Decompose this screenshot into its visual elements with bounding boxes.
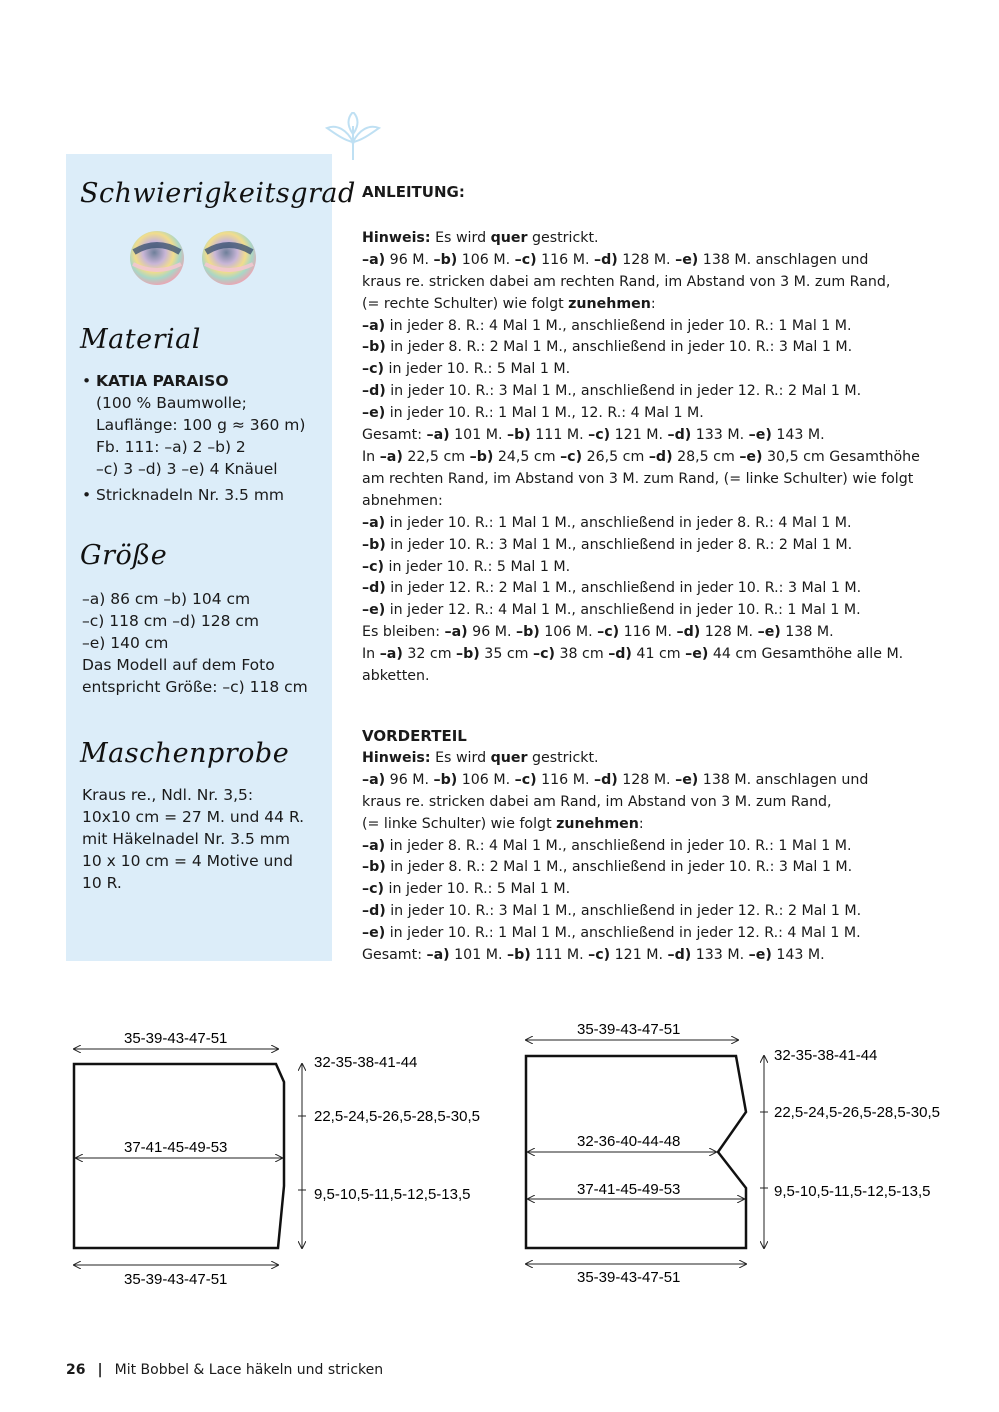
instruction-line: –b) in jeder 8. R.: 2 Mal 1 M., anschließend in jeder 10. R.: 3 Mal 1 M. <box>362 339 853 356</box>
instruction-line: am rechten Rand, im Abstand von 3 M. zum Rand, (= linke Schulter) wie folgt <box>362 470 914 487</box>
instruction-line: kraus re. stricken dabei am Rand, im Abstand von 3 M. zum Rand, <box>362 793 832 810</box>
material-heading: Material <box>80 324 201 355</box>
instructions-heading: ANLEITUNG: <box>362 183 465 201</box>
instruction-line: –e) in jeder 10. R.: 1 Mal 1 M., anschließend in jeder 12. R.: 4 Mal 1 M. <box>362 925 861 942</box>
instruction-line: –d) in jeder 10. R.: 3 Mal 1 M., anschließend in jeder 12. R.: 2 Mal 1 M. <box>362 383 862 400</box>
instruction-line: –d) in jeder 12. R.: 2 Mal 1 M., anschließend in jeder 10. R.: 3 Mal 1 M. <box>362 580 862 597</box>
instruction-line: (= rechte Schulter) wie folgt zunehmen: <box>362 295 656 312</box>
instruction-line: –e) in jeder 12. R.: 4 Mal 1 M., anschließend in jeder 10. R.: 1 Mal 1 M. <box>362 602 861 619</box>
material-list <box>82 370 305 506</box>
dimension-label: 37-41-45-49-53 <box>577 1181 681 1198</box>
gauge-line: 10 x 10 cm = 4 Motive und <box>82 852 294 870</box>
page-footer <box>66 1362 383 1378</box>
front-heading: VORDERTEIL <box>362 727 467 745</box>
instructions-body <box>362 228 952 688</box>
size-list <box>82 588 308 698</box>
instruction-line: –a) 96 M. –b) 106 M. –c) 116 M. –d) 128 M. –e) 138 M. anschlagen und <box>362 251 869 268</box>
instruction-line: –a) in jeder 10. R.: 1 Mal 1 M., anschließend in jeder 8. R.: 4 Mal 1 M. <box>362 514 852 531</box>
instruction-line: –a) in jeder 8. R.: 4 Mal 1 M., anschließend in jeder 10. R.: 1 Mal 1 M. <box>362 317 852 334</box>
dimension-label: 32-35-38-41-44 <box>314 1054 418 1071</box>
dimension-label: 32-36-40-44-48 <box>577 1133 681 1150</box>
dimension-label: 9,5-10,5-11,5-12,5-13,5 <box>314 1186 471 1203</box>
instruction-line: –e) in jeder 10. R.: 1 Mal 1 M., 12. R.: 4 Mal 1 M. <box>362 405 704 422</box>
instruction-line: Gesamt: –a) 101 M. –b) 111 M. –c) 121 M. –d) 133 M. –e) 143 M. <box>362 427 825 444</box>
gauge-line: mit Häkelnadel Nr. 3.5 mm <box>82 830 290 848</box>
instruction-line: –b) in jeder 8. R.: 2 Mal 1 M., anschließend in jeder 10. R.: 3 Mal 1 M. <box>362 859 853 876</box>
dimension-label: 35-39-43-47-51 <box>124 1030 228 1047</box>
instruction-line: (= linke Schulter) wie folgt zunehmen: <box>362 815 644 832</box>
back-schematic <box>60 1018 480 1293</box>
difficulty-rating-icons <box>128 230 264 286</box>
front-schematic <box>512 1010 972 1290</box>
instructions-section <box>362 182 952 688</box>
size-heading: Größe <box>80 540 168 571</box>
size-line: Das Modell auf dem Foto <box>82 656 275 674</box>
gauge-line: Kraus re., Ndl. Nr. 3,5: <box>82 786 254 804</box>
instruction-line: abnehmen: <box>362 492 443 509</box>
dimension-label: 35-39-43-47-51 <box>124 1271 228 1288</box>
instruction-line: –d) in jeder 10. R.: 3 Mal 1 M., anschließend in jeder 12. R.: 2 Mal 1 M. <box>362 903 862 920</box>
dimension-label: 32-35-38-41-44 <box>774 1047 878 1064</box>
instruction-line: –a) 96 M. –b) 106 M. –c) 116 M. –d) 128 M. –e) 138 M. anschlagen und <box>362 771 869 788</box>
material-line: Fb. 111: –a) 2 –b) 2 <box>96 438 246 456</box>
page-number: 26 <box>66 1362 86 1378</box>
dimension-label: 9,5-10,5-11,5-12,5-13,5 <box>774 1183 931 1200</box>
gauge-heading: Maschenprobe <box>80 738 290 769</box>
book-title: Mit Bobbel & Lace häkeln und stricken <box>114 1362 384 1378</box>
instruction-line: –a) in jeder 8. R.: 4 Mal 1 M., anschließend in jeder 10. R.: 1 Mal 1 M. <box>362 837 852 854</box>
dimension-label: 22,5-24,5-26,5-28,5-30,5 <box>314 1108 480 1125</box>
dimension-label: 37-41-45-49-53 <box>124 1139 228 1156</box>
yarn-ball-icon <box>130 231 184 285</box>
instruction-line: –c) in jeder 10. R.: 5 Mal 1 M. <box>362 881 571 898</box>
instruction-line: In –a) 22,5 cm –b) 24,5 cm –c) 26,5 cm –d) 28,5 cm –e) 30,5 cm Gesamthöhe <box>362 448 920 465</box>
instruction-line: –c) in jeder 10. R.: 5 Mal 1 M. <box>362 361 571 378</box>
footer-separator: | <box>97 1362 103 1378</box>
dimension-label: 22,5-24,5-26,5-28,5-30,5 <box>774 1104 940 1121</box>
instruction-line: Hinweis: Es wird quer gestrickt. <box>362 229 599 246</box>
dimension-label: 35-39-43-47-51 <box>577 1269 681 1286</box>
material-line: –c) 3 –d) 3 –e) 4 Knäuel <box>96 460 278 478</box>
instruction-line: Hinweis: Es wird quer gestrickt. <box>362 749 599 766</box>
size-line: –c) 118 cm –d) 128 cm <box>82 612 260 630</box>
material-line: (100 % Baumwolle; <box>96 394 247 412</box>
instruction-line: In –a) 32 cm –b) 35 cm –c) 38 cm –d) 41 cm –e) 44 cm Gesamthöhe alle M. <box>362 646 904 663</box>
size-line: entspricht Größe: –c) 118 cm <box>82 678 308 696</box>
instruction-line: Gesamt: –a) 101 M. –b) 111 M. –c) 121 M. –d) 133 M. –e) 143 M. <box>362 947 825 964</box>
front-section <box>362 726 952 967</box>
instruction-line: kraus re. stricken dabei am rechten Rand, im Abstand von 3 M. zum Rand, <box>362 273 891 290</box>
size-line: –a) 86 cm –b) 104 cm <box>82 590 251 608</box>
gauge-list <box>82 784 304 894</box>
dimension-label: 35-39-43-47-51 <box>577 1021 681 1038</box>
material-item-yarn: • KATIA PARAISO <box>82 370 305 392</box>
material-line: Lauflänge: 100 g ≈ 360 m) <box>96 416 306 434</box>
instruction-line: –b) in jeder 10. R.: 3 Mal 1 M., anschließend in jeder 8. R.: 2 Mal 1 M. <box>362 536 853 553</box>
instruction-line: Es bleiben: –a) 96 M. –b) 106 M. –c) 116 M. –d) 128 M. –e) 138 M. <box>362 624 834 641</box>
instruction-line: –c) in jeder 10. R.: 5 Mal 1 M. <box>362 558 571 575</box>
gauge-line: 10x10 cm = 27 M. und 44 R. <box>82 808 305 826</box>
front-body <box>362 748 952 967</box>
size-line: –e) 140 cm <box>82 634 169 652</box>
material-item-needles: • Stricknadeln Nr. 3.5 mm <box>82 484 305 506</box>
difficulty-heading: Schwierigkeitsgrad <box>80 178 356 209</box>
instruction-line: abketten. <box>362 668 430 685</box>
yarn-ball-icon <box>202 231 256 285</box>
gauge-line: 10 R. <box>82 874 122 892</box>
back-piece-outline <box>74 1064 284 1248</box>
leaf-ornament-icon <box>325 112 381 162</box>
